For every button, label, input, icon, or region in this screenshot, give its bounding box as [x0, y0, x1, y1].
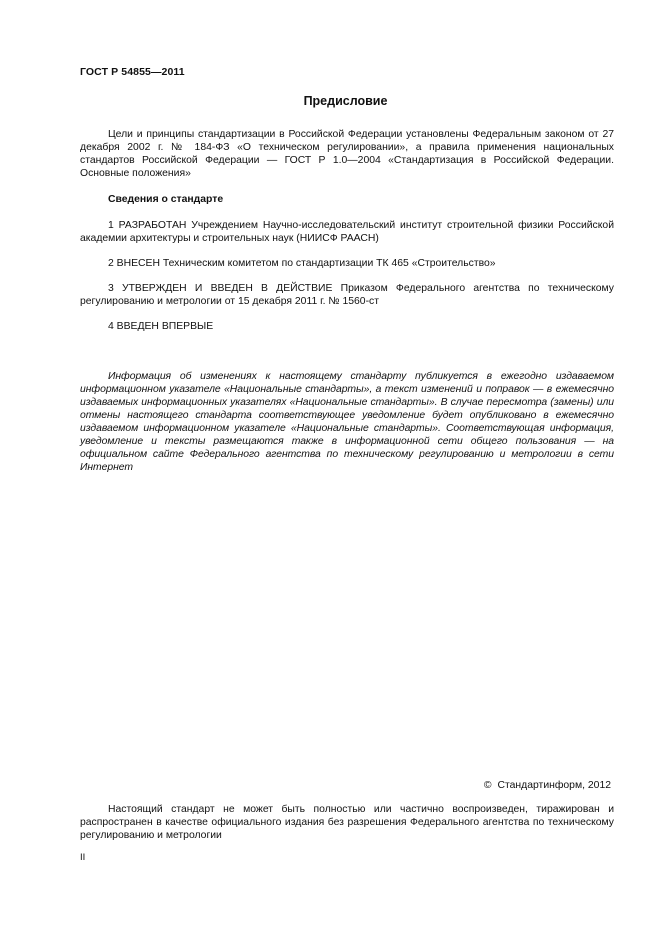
document-code: ГОСТ Р 54855—2011 [80, 66, 185, 78]
legal-notice: Настоящий стандарт не может быть полностью или частично воспроизведен, тиражирован и распространен в качестве официального издания без разрешения Федерального агентства по техническому регулированию и метрологии [80, 804, 614, 841]
info-item-first-introduced: 4 ВВЕДЕН ВПЕРВЫЕ [108, 321, 214, 332]
section-title: Сведения о стандарте [108, 194, 224, 205]
copyright-icon: © [483, 780, 492, 791]
intro-paragraph: Цели и принципы стандартизации в Российской Федерации установлены Федеральным законом от 27 декабря 2002 г. № 184-ФЗ «О техническом регулировании», а правила применения национальных стандартов Российской Федерации — ГОСТ Р 1.0—2004 «Стандартизация в Российской Федерации. Основные положения» [80, 129, 614, 179]
info-item-submitted: 2 ВНЕСЕН Техническим комитетом по стандартизации ТК 465 «Строительство» [108, 258, 496, 269]
changes-info-notice: Информация об изменениях к настоящему стандарту публикуется в ежегодно издаваемом информационном указателе «Национальные стандарты», а текст изменений и поправок — в ежемесячно издаваемых информационных указателях «Национальные стандарты». В случае пересмотра (замены) или отмены настоящего стандарта соответствующее уведомление будет опубликовано в ежемесячно издаваемом информационном указателе «Национальные стандарты». Соответствующая информация, уведомление и тексты размещаются также в информационной сети общего пользования — на официальном сайте Федерального агентства по техническому регулированию и метрологии в сети Интернет [80, 371, 614, 473]
copyright-line [484, 780, 611, 791]
info-item-developed: 1 РАЗРАБОТАН Учреждением Научно-исследовательский институт строительной физики Российской академии архитектуры и строительных наук (НИИСФ РААСН) [80, 220, 614, 244]
page-title: Предисловие [303, 94, 388, 108]
page-number: II [80, 852, 86, 863]
copyright-text: Стандартинформ, 2012 [497, 780, 611, 791]
info-item-approved: 3 УТВЕРЖДЕН И ВВЕДЕН В ДЕЙСТВИЕ Приказом Федерального агентства по техническому регулированию и метрологии от 15 декабря 2011 г. № 1560-ст [80, 283, 614, 307]
